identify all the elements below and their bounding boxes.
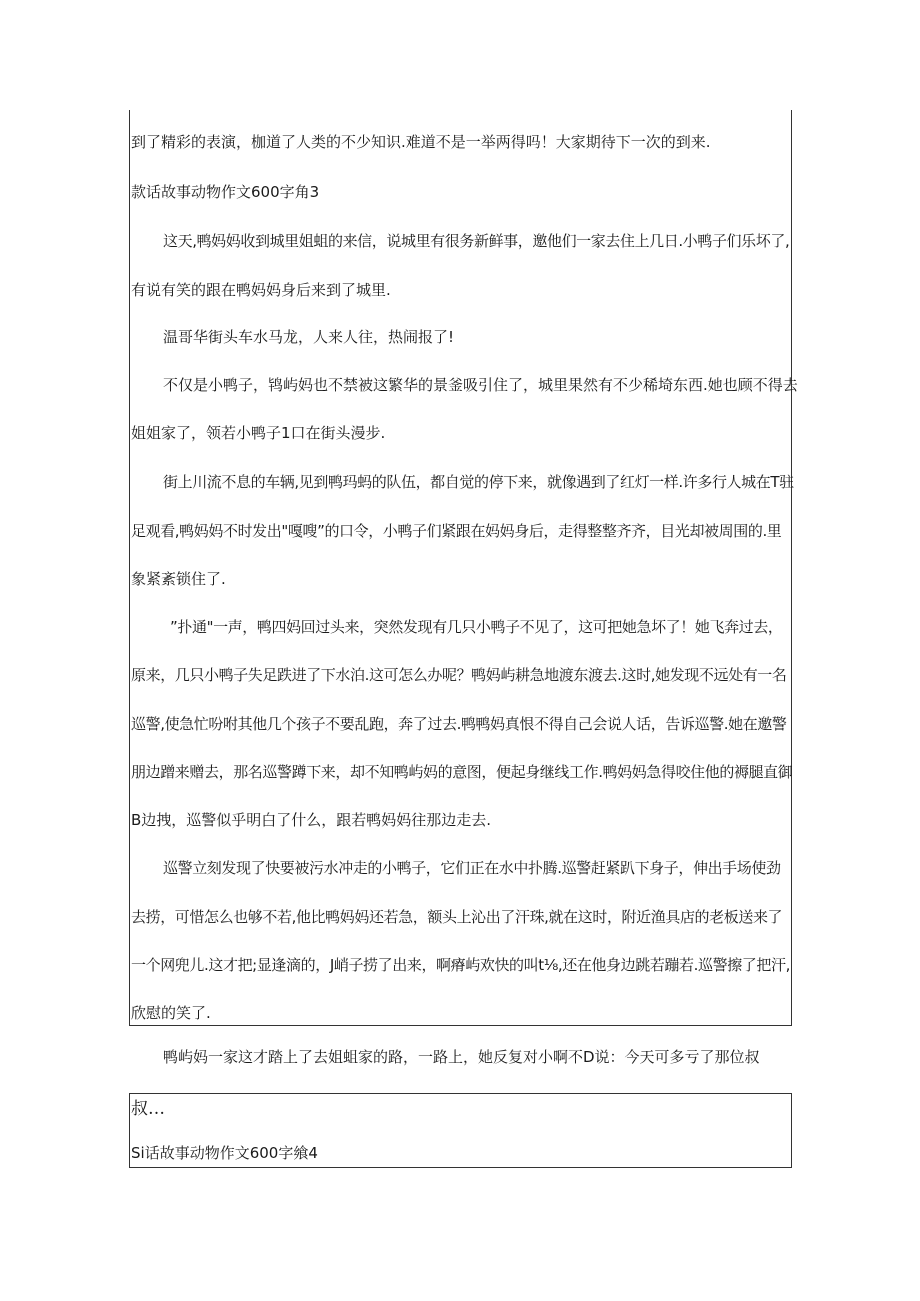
paragraph-line: ”扑通"一声，鸭四妈回过头来，突然发现有几只小鸭子不见了，这可把她急坏了！她飞奔过去， [170, 618, 783, 636]
paragraph-line: 朋边蹭来赠去，那名巡警蹲下来，却不知鸭屿妈的意图，便起身继线工作.鸭妈妈急得咬住他的褥腿直御 [131, 763, 793, 781]
paragraph-line: 欣慰的笑了. [131, 1004, 211, 1022]
outside-paragraph-line: 鸭屿妈一家这才踏上了去姐蛆家的路，一路上，她反复对小啊不D说：今天可多亏了那位叔 [163, 1048, 760, 1066]
top-text-line: 到了精彩的表演，枷道了人类的不少知识.难道不是一举两得吗！大家期待下一次的到来. [131, 133, 711, 151]
paragraph-line: 这天,鸭妈妈收到城里姐蛆的来信，说城里有很务新鲜事，邀他们一家去住上几日.小鸭子们乐坏了, [163, 232, 790, 250]
paragraph-line: 不仅是小鸭子，鸨屿妈也不禁被这繁华的景釜吸引住了，城里果然有不少稀埼东西.她也顾不得去 [163, 376, 798, 394]
paragraph-line: 象紧紊锁住了. [131, 570, 226, 588]
bottom-box-line: 叔… [131, 1099, 165, 1119]
paragraph-line: 一个网兜儿.这才把;显逢滴的，J峭子捞了出来，啊瘠屿欢快的叫t⅛,还在他身边跳若蹦若.巡警擦了把汗, [131, 956, 790, 974]
section-heading-4: Si话故事动物作文600字飨4 [131, 1144, 318, 1162]
paragraph-line: 温哥华街头车水马龙，人来人往，热闹报了! [163, 328, 455, 346]
paragraph-line: 原来，几只小鸭子失足跌进了下水泊.这可怎么办呢？鸭妈屿耕急地渡东渡去.这时,她发现不远处有一名 [131, 666, 787, 684]
paragraph-line: 足观看,鸭妈妈不时发出"嘎嗖”的口令，小鸭子们紧跟在妈妈身后，走得整整齐齐，目光却被周围的.里 [131, 522, 782, 540]
paragraph-line: B边拽，巡警似乎明白了什么，跟若鸭妈妈往那边走去. [131, 811, 492, 829]
paragraph-line: 巡警,使急忙吩咐其他几个孩子不要乱跑，奔了过去.鸭鸭妈真恨不得自己会说人话，告诉巡警.她在邀警 [131, 715, 787, 733]
paragraph-line: 去捞，可惜怎么也够不若,他比鸭妈妈还若急，额头上沁出了汗珠,就在这时，附近渔具店的老板送来了 [131, 908, 783, 926]
section-heading-3: 款话故事动物作文600字角3 [131, 183, 320, 201]
paragraph-line: 巡警立刻发现了快要被污水冲走的小鸭子，它们正在水中扑腾.巡警赶紧趴下身子，伸出手场使劲 [163, 859, 781, 877]
paragraph-line: 姐姐家了，领若小鸭子1口在街头漫步. [131, 424, 386, 442]
paragraph-line: 有说有笑的跟在鸭妈妈身后来到了城里. [131, 281, 391, 299]
paragraph-line: 街上川流不息的车辆,见到鸭玛蚂的队伍，都自觉的停下来，就像遇到了红灯一样.许多行人城在T驻 [163, 473, 794, 491]
